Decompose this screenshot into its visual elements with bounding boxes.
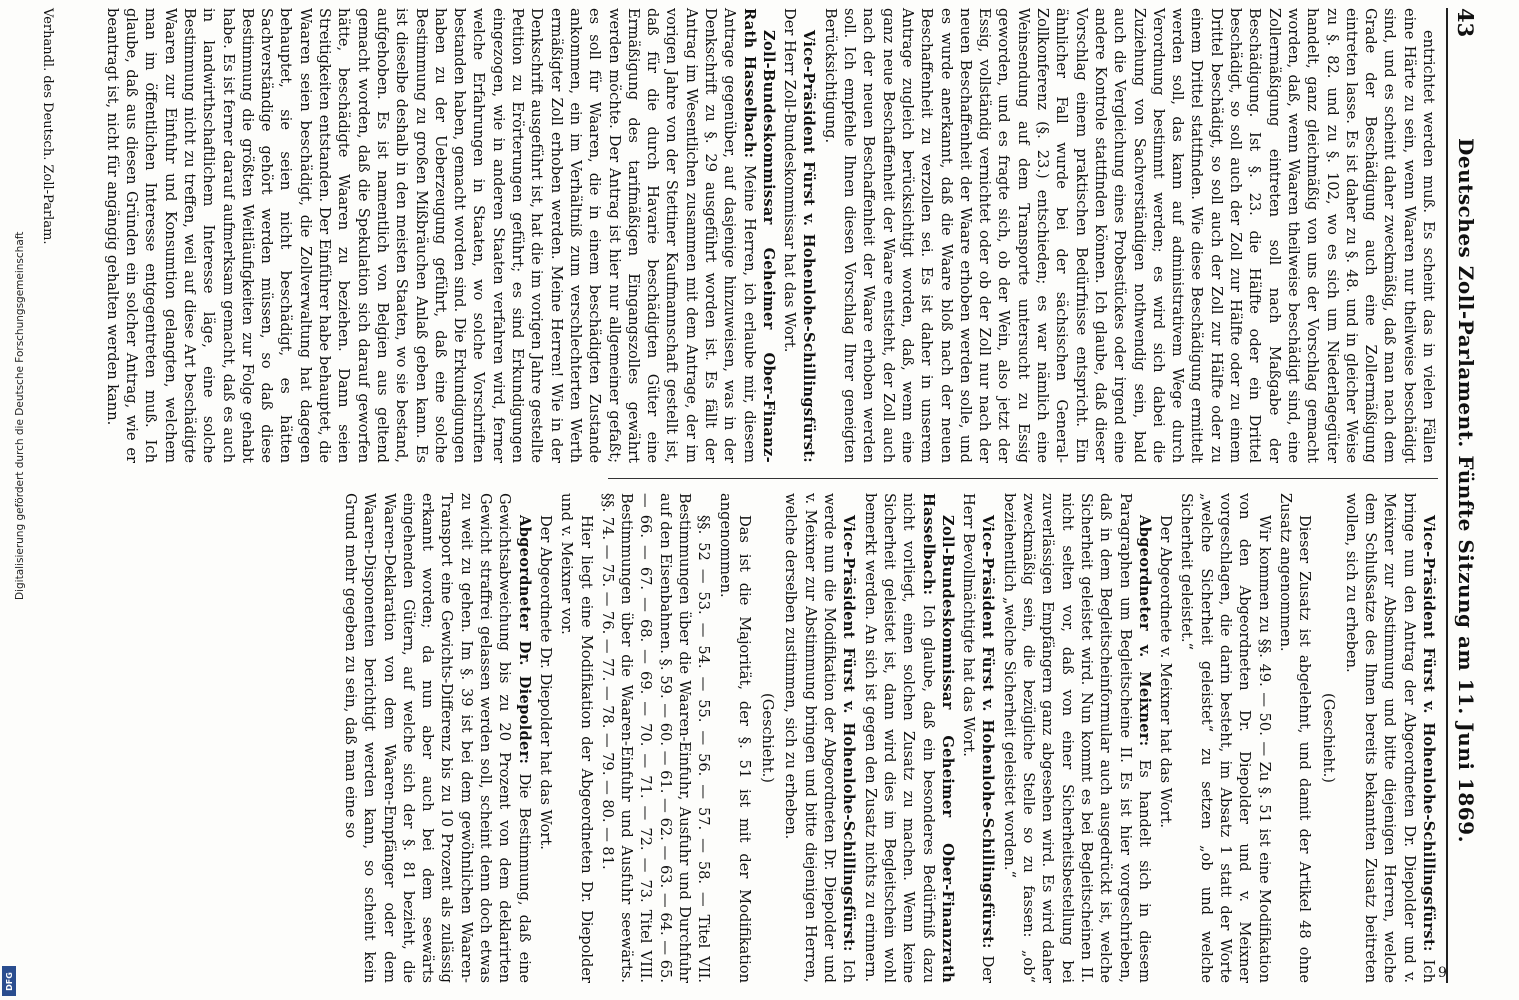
speaker-name: Zoll-Bundeskommissar Geheimer Ober-Finanzrath Hasselbach:: [919, 493, 956, 983]
right-column-paragraph: [536, 493, 555, 983]
right-column-paragraph: [341, 493, 534, 983]
paragraph-text: Ich bringe nun den Antrag der Abgeordneten Dr. Diepolder und v. Meixner zur Abstimmung und bitte diejenigen Herren, welche dem Schlußsatze des Ihnen bereits bekannten Zusatz beitreten wollen, sich zu erheben.: [1342, 493, 1437, 983]
paragraph-text: Dieser Zusatz ist abgelehnt, und damit der Artikel 48 ohne Zusatz angenommen.: [1276, 493, 1314, 983]
paragraph-text: Der Herr Zoll-Bundeskommissar hat das Wort.: [781, 8, 799, 353]
rotated-page: [40, 8, 1480, 983]
speaker-name: Abgeordneter Dr. Diepolder:: [515, 515, 533, 765]
paragraph-text: Der Abgeordnete Dr. Diepolder hat das Wort.: [536, 515, 554, 850]
header-rule: [1446, 8, 1448, 983]
right-column-paragraph: [999, 493, 1153, 983]
paragraph-text: Meine Herren, ich erlaube mir, diesem Antrage gegenüber, auf dasjenige hinzuweisen, was in der Denkschrift zu §. 29 ausgeführt worden ist. Es fällt der Antrag im Wesentlichen zusammen mit dem Antrage, der im vorigen Jahre von der Stettiner Kaufmannschaft gestellt ist, daß für die durch Havarie beschädigten Güter eine Ermäßigung des tarifmäßigen Eingangszolles gewährt werden möchte. Der Antrag ist hier nur allgemeiner gefaßt; es soll für Waaren, die in einem beschädigten Zustande ankommen, ein im Verhältniß zum verschlechterten Werth ermäßigter Zoll erhoben werden. Meine Herren! Wie in der Denkschrift ausgeführt ist, hat die im vorigen Jahre gestellte Petition zu Erörterungen geführt; es sind Erkundigungen eingezogen, wie in anderen Staaten verfahren wird, ferner welche Erfahrungen in Staaten, wo solche Vorschriften bestanden haben, gemacht worden sind. Die Erkundigungen haben zu der Ueberzeugung geführt, daß eine solche Bestimmung zu großen Mißbräuchen Anlaß geben kann. Es ist dieselbe deshalb in den meisten Staaten, wo sie bestand, aufgehoben. Es ist namentlich von Belgien aus geltend gemacht worden, daß die Spekulation sich darauf geworfen hätte, beschädigte Waaren zu beziehen. Dann seien Streitigkeiten entstanden. Der Einführer habe behauptet, die Waaren seien beschädigt, die Zollverwaltung hat dagegen behauptet, sie seien nicht beschädigt, es hätten Sachverständige gehört werden müssen, so daß diese Bestimmung die größten Weitläufigkeiten zur Folge gehabt habe. Es ist ferner darauf aufmerksam gemacht, daß es auch in landwirthschaftlichem Interesse läge, eine solche Bestimmung nicht zu treffen, weil auf diese Art beschädigte Waaren zur Einfuhr und Konsumtion gelangten, welchem man im öffentlichen Interesse entgegentreten muß. Ich glaube, daß aus diesen Gründen ein solcher Antrag, wie er beantragt ist, nicht für angängig gehalten werden kann.: [103, 8, 758, 463]
right-column-paragraph: [1156, 493, 1175, 983]
running-head: [1450, 8, 1480, 983]
paragraph-text: Ich werde nun die Modifikation der Abgeordneten Dr. Diepolder und v. Meixner zur Abstimmung bringen und bitte diejenigen Herren, welche derselben zustimmen, sich zu erheben.: [782, 493, 858, 983]
right-column-paragraph: [959, 493, 998, 983]
column-divider: [608, 478, 1438, 479]
left-column-paragraph: [821, 8, 1439, 463]
speaker-name: Abgeordneter v. Meixner:: [1135, 515, 1153, 747]
right-column-paragraph: [1342, 493, 1438, 983]
right-column-paragraph: [1318, 493, 1337, 983]
paragraph-text: Die Bestimmung, daß eine Gewichtsabweichung bis zu 20 Prozent von dem deklarirten Gewicht straffrei gelassen werden soll, scheint denn doch etwas zu weit zu gehen. Im §. 39 ist bei dem gewöhnlichen Waaren-Transport eine Gewichts-Differenz bis zu 10 Prozent als zulässig erkannt worden; da nun aber auch bei dem seewärts eingehenden Gütern, auf welche sich der §. 81 bezieht, die Waaren-Deklaration von dem Waaren-Empfänger oder dem Waaren-Disponenten berichtigt werden kann, so scheint kein Grund mehr gegeben zu sein, daß man eine so: [341, 493, 533, 983]
speaker-name: Vice-Präsident Fürst v. Hohenlohe-Schillingsfürst:: [979, 515, 997, 949]
dfg-logo: [2, 966, 16, 996]
paragraph-text: §§. 52 — 53. — 54. — 55. — 56. — 57. — 58. — Titel VII. Bestimmungen über die Waaren-Einfuhr, Ausfuhr und Durchfuhr auf den Eisenbahnen. §. 59. — 60. — 61. — 62. — 63. — 64. — 65. — 66. — 67. — 68. — 69. — 70. — 71. — 72. — 73. Titel VIII. Bestimmungen über die Waaren-Einfuhr und Ausfuhr seewärts. §§. 74. — 75. — 76. — 77. — 78. — 79. — 80. — 81.: [598, 493, 713, 983]
speaker-name: Zoll-Bundeskommissar Geheimer Ober-Finanz-Rath Hasselbach:: [740, 8, 777, 463]
signature-line: Verhandl. des Deutsch. Zoll-Parlam.: [40, 8, 55, 245]
page-number: 43: [1453, 8, 1478, 38]
dfg-logo-text: DFG: [4, 971, 14, 991]
speaker-name: Vice-Präsident Fürst v. Hohenlohe-Schillingsfürst:: [800, 30, 818, 463]
paragraph-text: Der Abgeordnete v. Meixner hat das Wort.: [1157, 515, 1175, 829]
right-column-paragraph: [715, 493, 754, 983]
speaker-name: Vice-Präsident Fürst v. Hohenlohe-Schillingsfürst:: [1420, 515, 1437, 952]
left-column-paragraph: [780, 8, 819, 463]
digitization-credit-text: Digitalisierung gefördert durch die Deutsche Forschungsgemeinschaft: [14, 231, 26, 600]
paragraph-text: Es handelt sich in diesem Paragraphen um Begleitscheine II. Es ist hier vorgeschrieben, daß in dem Begleitscheinformular auch ausgedrückt ist, welche Sicherheit geleistet wird. Nun kommt es bei Begleitscheinen II. nicht selten vor, daß von einer Sicherheitsbestellung bei zuverlässigen Empfängern ganz abgesehen wird. Es wird daher zweckmäßig sein, die bezügliche Stelle so zu fassen: „ob“ beziehentlich „welche Sicherheit geleistet worden.“: [1000, 493, 1153, 983]
running-head-title: Deutsches Zoll-Parlament. Fünfte Sitzung am 11. Juni 1869.: [1454, 138, 1478, 844]
right-column-paragraph: [758, 493, 777, 983]
speaker-name: Vice-Präsident Fürst v. Hohenlohe-Schillingsfürst:: [840, 515, 858, 952]
right-column-paragraph: [1177, 493, 1273, 983]
paragraph-text: Der Herr Bevollmächtigte hat das Wort.: [960, 493, 997, 983]
left-column-paragraph: [103, 8, 778, 463]
paragraph-text: (Geschieht.): [1319, 693, 1337, 783]
paragraph-text: Das ist die Majorität, der §. 51 ist mit der Modifikation angenommen.: [716, 493, 753, 983]
right-column: [48, 493, 1438, 983]
right-column-paragraph: [781, 493, 858, 983]
right-column-paragraph: [860, 493, 956, 983]
bottom-page-number: 9: [1438, 965, 1447, 981]
paragraph-text: entrichtet werden muß. Es scheint das in vielen Fällen eine Härte zu sein, wenn Waaren nur theilweise beschädigt sind, und es scheint daher zweckmäßig, daß man nach dem Grade der Beschädigung auch eine Zollermäßigung eintreten lasse. Es ist daher zu §. 48. und in gleicher Weise zu §. 82. und zu §. 102, wo es sich um Niederlagegüter handelt, ganz gleichmäßig von uns der Vorschlag gemacht worden, daß, wenn Waaren theilweise beschädigt sind, eine Zollermäßigung eintreten soll nach Maßgabe der Beschädigung. Ist §. 23. die Hälfte oder ein Drittel beschädigt, so soll auch der Zoll zur Hälfte oder zu einem Drittel beschädigt, so soll auch der Zoll zur Hälfte oder zu einem Drittel stattfinden. Wie diese Beschädigung ermittelt werden soll, das kann auf administrativem Wege durch Verordnung bestimmt werden; es wird sich dabei die Zuziehung von Sachverständigen nothwendig sein, bald auch die Vergleichung eines Probestückes oder irgend eine andere Kontrole stattfinden können. Ich glaube, daß dieser Vorschlag einem praktischen Bedürfnisse entspricht. Ein ähnlicher Fall wurde bei der sächsischen General-Zollkonferenz (§. 23.) entschieden; es war nämlich eine Weinsendung auf dem Transporte untersucht zu Essig geworden, und es fragte sich, ob der Wein, also jetzt der Essig, vollständig vernichtet oder ob der Zoll nur nach der neuen Beschaffenheit der Waare erhoben werden solle, und es wurde anerkannt, daß die Waare bloß nach der neuen Beschaffenheit zu verzollen sei. Es ist daher in unserem Antrage zugleich berücksichtigt worden, daß, wenn eine ganz neue Beschaffenheit der Waare entsteht, der Zoll auch nach der neuen Beschaffenheit der Waare erhoben werden soll. Ich empfehle Ihnen diesen Vorschlag Ihrer geneigten Berücksichtigung.: [821, 8, 1437, 463]
paragraph-text: (Geschieht.): [759, 693, 777, 783]
right-column-paragraph: [557, 493, 596, 983]
right-column-paragraph: [598, 493, 714, 983]
left-column: [40, 8, 1438, 463]
paragraph-text: Hier liegt eine Modifikation der Abgeordneten Dr. Diepolder und v. Meixner vor.: [558, 493, 595, 983]
digitization-credit: [0, 0, 26, 1000]
paragraph-text: Ich glaube, daß ein besonderes Bedürfniß dazu nicht vorliegt, einen solchen Zusatz zu machen. Wenn keine Sicherheit geleistet ist, dann wird dies im Begleitschein wohl bemerkt werden. An sich ist gegen den Zusatz nichts zu erinnern.: [861, 493, 937, 983]
right-column-paragraph: [1276, 493, 1315, 983]
paragraph-text: Wir kommen zu §§. 49. — 50. — Zu §. 51 ist eine Modifikation von den Abgeordneten Dr. Diepolder und v. Meixner vorgeschlagen, die darin besteht, im Absatz 1 statt der Worte „welche Sicherheit geleistet“ zu setzen „ob und welche Sicherheit geleistet.“: [1178, 493, 1273, 983]
